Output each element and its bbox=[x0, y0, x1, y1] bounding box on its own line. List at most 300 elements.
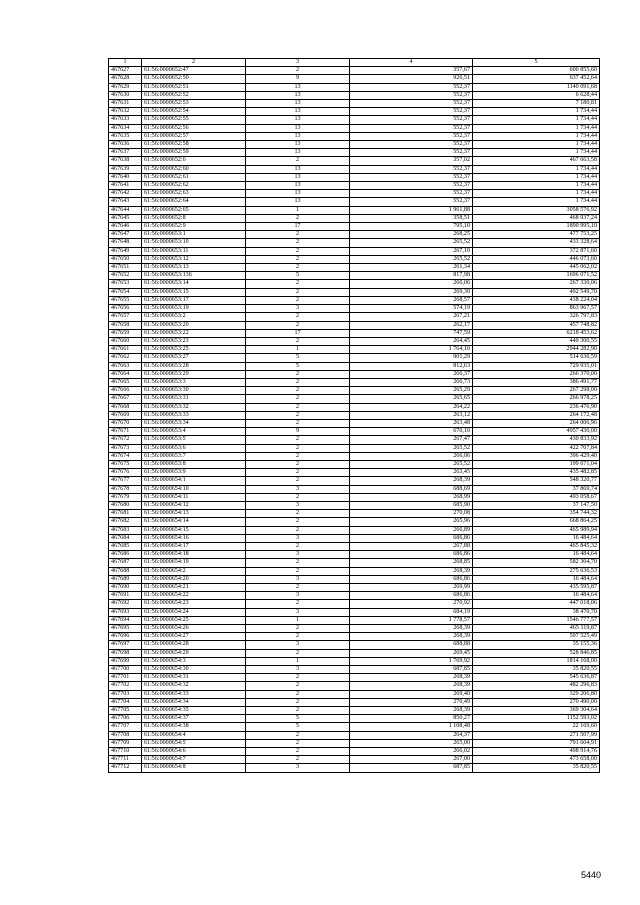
area-cell: 265,52 bbox=[350, 255, 473, 263]
group-cell: 2 bbox=[246, 633, 350, 641]
area-cell: 268,57 bbox=[350, 296, 473, 304]
cadastral-number-cell: 61:56:0000654:27 bbox=[142, 633, 246, 641]
group-cell: 1 bbox=[246, 616, 350, 624]
value-cell: 264 006,96 bbox=[473, 419, 600, 427]
cadastral-number-cell: 61:56:0000653:31 bbox=[142, 395, 246, 403]
row-index-cell: 467678 bbox=[109, 485, 142, 493]
value-cell: 1 734,44 bbox=[473, 124, 600, 132]
area-cell: 1 108,48 bbox=[350, 723, 473, 731]
area-cell: 263,45 bbox=[350, 469, 473, 477]
area-cell: 552,37 bbox=[350, 173, 473, 181]
value-cell: 2944 282,90 bbox=[473, 346, 600, 354]
area-cell: 270,49 bbox=[350, 698, 473, 706]
row-index-cell: 467628 bbox=[109, 75, 142, 83]
table-row bbox=[109, 493, 600, 501]
row-index-cell: 467639 bbox=[109, 165, 142, 173]
table-row bbox=[109, 559, 600, 567]
area-cell: 552,37 bbox=[350, 124, 473, 132]
table-row bbox=[109, 707, 600, 715]
table-row bbox=[109, 83, 600, 91]
table-row bbox=[109, 633, 600, 641]
cadastral-number-cell: 61:56:0000653:136 bbox=[142, 272, 246, 280]
area-cell: 687,85 bbox=[350, 764, 473, 772]
row-index-cell: 467650 bbox=[109, 255, 142, 263]
row-index-cell: 467706 bbox=[109, 715, 142, 723]
value-cell: 548 320,77 bbox=[473, 477, 600, 485]
row-index-cell: 467672 bbox=[109, 436, 142, 444]
column-header: 5 bbox=[473, 59, 600, 67]
group-cell: 17 bbox=[246, 329, 350, 337]
row-index-cell: 467631 bbox=[109, 100, 142, 108]
row-index-cell: 467696 bbox=[109, 633, 142, 641]
row-index-cell: 467692 bbox=[109, 600, 142, 608]
row-index-cell: 467630 bbox=[109, 91, 142, 99]
cadastral-number-cell: 61:56:0000653:5 bbox=[142, 436, 246, 444]
group-cell: 2 bbox=[246, 674, 350, 682]
table-row bbox=[109, 616, 600, 624]
group-cell: 2 bbox=[246, 239, 350, 247]
cadastral-number-cell: 61:56:0000652:60 bbox=[142, 165, 246, 173]
table-row bbox=[109, 231, 600, 239]
table-row bbox=[109, 337, 600, 345]
value-cell: 37 869,74 bbox=[473, 485, 600, 493]
table-row bbox=[109, 132, 600, 140]
table-row bbox=[109, 206, 600, 214]
area-cell: 267,47 bbox=[350, 436, 473, 444]
value-cell: 38 470,70 bbox=[473, 608, 600, 616]
cadastral-number-cell: 61:56:0000652:8 bbox=[142, 214, 246, 222]
area-cell: 266,06 bbox=[350, 452, 473, 460]
cadastral-number-cell: 61:56:0000653:20 bbox=[142, 321, 246, 329]
cadastral-number-cell: 61:56:0000652:58 bbox=[142, 141, 246, 149]
table-row bbox=[109, 403, 600, 411]
cadastral-number-cell: 61:56:0000654:11 bbox=[142, 493, 246, 501]
row-index-cell: 467704 bbox=[109, 698, 142, 706]
area-cell: 817,98 bbox=[350, 272, 473, 280]
value-cell: 492 549,70 bbox=[473, 288, 600, 296]
cadastral-number-cell: 61:56:0000654:28 bbox=[142, 641, 246, 649]
value-cell: 199 671,04 bbox=[473, 460, 600, 468]
value-cell: 1696 071,52 bbox=[473, 272, 600, 280]
group-cell: 3 bbox=[246, 551, 350, 559]
group-cell: 2 bbox=[246, 731, 350, 739]
table-row bbox=[109, 173, 600, 181]
row-index-cell: 467697 bbox=[109, 641, 142, 649]
cadastral-number-cell: 61:56:0000653:9 bbox=[142, 469, 246, 477]
value-cell: 275 636,53 bbox=[473, 567, 600, 575]
area-cell: 268,39 bbox=[350, 567, 473, 575]
area-cell: 269,45 bbox=[350, 649, 473, 657]
group-cell: 2 bbox=[246, 559, 350, 567]
cadastral-number-cell: 61:56:0000653:27 bbox=[142, 354, 246, 362]
cadastral-number-cell: 61:56:0000653:28 bbox=[142, 362, 246, 370]
row-index-cell: 467705 bbox=[109, 707, 142, 715]
row-index-cell: 467695 bbox=[109, 625, 142, 633]
cadastral-number-cell: 61:56:0000653:29 bbox=[142, 370, 246, 378]
row-index-cell: 467666 bbox=[109, 387, 142, 395]
cadastral-number-cell: 61:56:0000652:63 bbox=[142, 190, 246, 198]
area-cell: 358,51 bbox=[350, 214, 473, 222]
area-cell: 262,17 bbox=[350, 321, 473, 329]
table-row bbox=[109, 149, 600, 157]
area-cell: 265,96 bbox=[350, 518, 473, 526]
area-cell: 265,65 bbox=[350, 395, 473, 403]
value-cell: 597 525,49 bbox=[473, 633, 600, 641]
cadastral-number-cell: 61:56:0000652:53 bbox=[142, 100, 246, 108]
table-row bbox=[109, 551, 600, 559]
area-cell: 686,86 bbox=[350, 575, 473, 583]
table-row bbox=[109, 731, 600, 739]
value-cell: 473 658,00 bbox=[473, 756, 600, 764]
table-row bbox=[109, 247, 600, 255]
group-cell: 2 bbox=[246, 584, 350, 592]
value-cell: 3058 576,92 bbox=[473, 206, 600, 214]
area-cell: 266,89 bbox=[350, 526, 473, 534]
area-cell: 686,86 bbox=[350, 592, 473, 600]
area-cell: 266,73 bbox=[350, 378, 473, 386]
cadastral-number-cell: 61:56:0000654:29 bbox=[142, 649, 246, 657]
row-index-cell: 467682 bbox=[109, 518, 142, 526]
table-row bbox=[109, 370, 600, 378]
value-cell: 369 304,64 bbox=[473, 707, 600, 715]
cadastral-number-cell: 61:56:0000653:25 bbox=[142, 346, 246, 354]
value-cell: 447 018,06 bbox=[473, 600, 600, 608]
row-index-cell: 467698 bbox=[109, 649, 142, 657]
group-cell: 3 bbox=[246, 485, 350, 493]
group-cell: 2 bbox=[246, 567, 350, 575]
value-cell: 329 206,80 bbox=[473, 690, 600, 698]
area-cell: 1 778,57 bbox=[350, 616, 473, 624]
cadastral-number-cell: 61:56:0000654:13 bbox=[142, 510, 246, 518]
table-row bbox=[109, 91, 600, 99]
row-index-cell: 467687 bbox=[109, 559, 142, 567]
row-index-cell: 467629 bbox=[109, 83, 142, 91]
row-index-cell: 467640 bbox=[109, 173, 142, 181]
table-row bbox=[109, 75, 600, 83]
value-cell: 1152 593,02 bbox=[473, 715, 600, 723]
area-cell: 265,00 bbox=[350, 739, 473, 747]
table-row bbox=[109, 313, 600, 321]
group-cell: 2 bbox=[246, 698, 350, 706]
cadastral-number-cell: 61:56:0000654:26 bbox=[142, 625, 246, 633]
cadastral-number-cell: 61:56:0000654:24 bbox=[142, 608, 246, 616]
area-cell: 688,88 bbox=[350, 641, 473, 649]
cadastral-number-cell: 61:56:0000654:4 bbox=[142, 731, 246, 739]
cadastral-number-cell: 61:56:0000652:64 bbox=[142, 198, 246, 206]
row-index-cell: 467669 bbox=[109, 411, 142, 419]
group-cell: 2 bbox=[246, 419, 350, 427]
group-cell: 13 bbox=[246, 149, 350, 157]
cadastral-number-cell: 61:56:0000654:23 bbox=[142, 600, 246, 608]
group-cell: 3 bbox=[246, 575, 350, 583]
row-index-cell: 467677 bbox=[109, 477, 142, 485]
value-cell: 446 073,60 bbox=[473, 255, 600, 263]
group-cell: 2 bbox=[246, 510, 350, 518]
row-index-cell: 467711 bbox=[109, 756, 142, 764]
group-cell: 2 bbox=[246, 526, 350, 534]
table-row bbox=[109, 657, 600, 665]
cadastral-number-cell: 61:56:0000652:55 bbox=[142, 116, 246, 124]
column-header: 3 bbox=[246, 59, 350, 67]
table-row bbox=[109, 526, 600, 534]
area-cell: 268,25 bbox=[350, 231, 473, 239]
group-cell: 13 bbox=[246, 173, 350, 181]
group-cell: 9 bbox=[246, 75, 350, 83]
area-cell: 1 961,88 bbox=[350, 206, 473, 214]
value-cell: 1890 995,10 bbox=[473, 223, 600, 231]
area-cell: 263,12 bbox=[350, 411, 473, 419]
row-index-cell: 467685 bbox=[109, 542, 142, 550]
value-cell: 1 734,44 bbox=[473, 149, 600, 157]
value-cell: 6 628,44 bbox=[473, 91, 600, 99]
table-body bbox=[109, 59, 600, 773]
table-row bbox=[109, 378, 600, 386]
area-cell: 266,06 bbox=[350, 280, 473, 288]
table-row bbox=[109, 469, 600, 477]
cadastral-number-cell: 61:56:0000653:34 bbox=[142, 419, 246, 427]
value-cell: 493 058,67 bbox=[473, 493, 600, 501]
value-cell: 267 298,00 bbox=[473, 387, 600, 395]
row-index-cell: 467634 bbox=[109, 124, 142, 132]
area-cell: 266,37 bbox=[350, 370, 473, 378]
group-cell: 2 bbox=[246, 690, 350, 698]
group-cell: 3 bbox=[246, 534, 350, 542]
area-cell: 687,85 bbox=[350, 666, 473, 674]
column-header: 2 bbox=[142, 59, 246, 67]
cadastral-number-cell: 61:56:0000654:15 bbox=[142, 526, 246, 534]
cadastral-number-cell: 61:56:0000652:62 bbox=[142, 182, 246, 190]
row-index-cell: 467683 bbox=[109, 526, 142, 534]
group-cell: 1 bbox=[246, 657, 350, 665]
cadastral-number-cell: 61:56:0000653:23 bbox=[142, 337, 246, 345]
value-cell: 396 429,40 bbox=[473, 452, 600, 460]
area-cell: 268,99 bbox=[350, 493, 473, 501]
table-row bbox=[109, 346, 600, 354]
value-cell: 435 482,85 bbox=[473, 469, 600, 477]
area-cell: 357,67 bbox=[350, 67, 473, 75]
value-cell: 600 855,60 bbox=[473, 67, 600, 75]
cadastral-number-cell: 61:56:0000654:38 bbox=[142, 723, 246, 731]
cadastral-number-cell: 61:56:0000652:6 bbox=[142, 157, 246, 165]
value-cell: 445 062,02 bbox=[473, 264, 600, 272]
table-row bbox=[109, 190, 600, 198]
row-index-cell: 467633 bbox=[109, 116, 142, 124]
value-cell: 449 300,55 bbox=[473, 337, 600, 345]
value-cell: 266 370,00 bbox=[473, 370, 600, 378]
row-index-cell: 467686 bbox=[109, 551, 142, 559]
cadastral-number-cell: 61:56:0000652:54 bbox=[142, 108, 246, 116]
row-index-cell: 467642 bbox=[109, 190, 142, 198]
value-cell: 438 224,04 bbox=[473, 296, 600, 304]
row-index-cell: 467653 bbox=[109, 280, 142, 288]
table-row bbox=[109, 690, 600, 698]
row-index-cell: 467632 bbox=[109, 108, 142, 116]
group-cell: 9 bbox=[246, 428, 350, 436]
area-cell: 552,37 bbox=[350, 91, 473, 99]
group-cell: 3 bbox=[246, 641, 350, 649]
table-row bbox=[109, 288, 600, 296]
area-cell: 552,37 bbox=[350, 182, 473, 190]
row-index-cell: 467649 bbox=[109, 247, 142, 255]
area-cell: 552,37 bbox=[350, 100, 473, 108]
table-row bbox=[109, 756, 600, 764]
value-cell: 6218 453,62 bbox=[473, 329, 600, 337]
value-cell: 433 328,64 bbox=[473, 239, 600, 247]
table-row bbox=[109, 608, 600, 616]
table-row bbox=[109, 485, 600, 493]
value-cell: 372 871,60 bbox=[473, 247, 600, 255]
group-cell: 2 bbox=[246, 436, 350, 444]
row-index-cell: 467690 bbox=[109, 584, 142, 592]
value-cell: 528 846,85 bbox=[473, 649, 600, 657]
row-index-cell: 467712 bbox=[109, 764, 142, 772]
area-cell: 552,37 bbox=[350, 83, 473, 91]
area-cell: 268,39 bbox=[350, 625, 473, 633]
group-cell: 2 bbox=[246, 313, 350, 321]
area-cell: 357,02 bbox=[350, 157, 473, 165]
group-cell: 13 bbox=[246, 198, 350, 206]
area-cell: 686,86 bbox=[350, 534, 473, 542]
area-cell: 267,10 bbox=[350, 247, 473, 255]
area-cell: 268,39 bbox=[350, 633, 473, 641]
table-row bbox=[109, 600, 600, 608]
group-cell: 3 bbox=[246, 501, 350, 509]
cadastral-number-cell: 61:56:0000653:1 bbox=[142, 231, 246, 239]
value-cell: 266 978,25 bbox=[473, 395, 600, 403]
area-cell: 264,45 bbox=[350, 337, 473, 345]
group-cell: 3 bbox=[246, 592, 350, 600]
row-index-cell: 467667 bbox=[109, 395, 142, 403]
table-row bbox=[109, 698, 600, 706]
cadastral-number-cell: 61:56:0000652:51 bbox=[142, 83, 246, 91]
value-cell: 467 663,58 bbox=[473, 157, 600, 165]
row-index-cell: 467664 bbox=[109, 370, 142, 378]
value-cell: 1 734,44 bbox=[473, 173, 600, 181]
group-cell: 2 bbox=[246, 370, 350, 378]
value-cell: 264 172,48 bbox=[473, 411, 600, 419]
row-index-cell: 467689 bbox=[109, 575, 142, 583]
cadastral-number-cell: 61:56:0000654:16 bbox=[142, 534, 246, 542]
area-cell: 267,21 bbox=[350, 313, 473, 321]
cadastral-number-cell: 61:56:0000652:47 bbox=[142, 67, 246, 75]
row-index-cell: 467627 bbox=[109, 67, 142, 75]
area-cell: 269,40 bbox=[350, 690, 473, 698]
cadastral-number-cell: 61:56:0000654:7 bbox=[142, 756, 246, 764]
table-row bbox=[109, 362, 600, 370]
table-row bbox=[109, 682, 600, 690]
value-cell: 7 180,81 bbox=[473, 100, 600, 108]
group-cell: 3 bbox=[246, 666, 350, 674]
row-index-cell: 467681 bbox=[109, 510, 142, 518]
table-row bbox=[109, 592, 600, 600]
cadastral-number-cell: 61:56:0000654:2 bbox=[142, 567, 246, 575]
area-cell: 270,08 bbox=[350, 510, 473, 518]
value-cell: 514 636,59 bbox=[473, 354, 600, 362]
table-row bbox=[109, 280, 600, 288]
cadastral-number-cell: 61:56:0000653:6 bbox=[142, 444, 246, 452]
table-row bbox=[109, 419, 600, 427]
table-row bbox=[109, 296, 600, 304]
area-cell: 684,19 bbox=[350, 608, 473, 616]
value-cell: 1 734,44 bbox=[473, 165, 600, 173]
cadastral-number-cell: 61:56:0000653:13 bbox=[142, 264, 246, 272]
table-row bbox=[109, 198, 600, 206]
table-row bbox=[109, 223, 600, 231]
cadastral-number-cell: 61:56:0000654:37 bbox=[142, 715, 246, 723]
row-index-cell: 467691 bbox=[109, 592, 142, 600]
value-cell: 1 734,44 bbox=[473, 116, 600, 124]
group-cell: 13 bbox=[246, 165, 350, 173]
value-cell: 22 169,60 bbox=[473, 723, 600, 731]
cadastral-value-table bbox=[108, 58, 600, 773]
value-cell: 430 833,92 bbox=[473, 436, 600, 444]
value-cell: 326 797,83 bbox=[473, 313, 600, 321]
table-row bbox=[109, 567, 600, 575]
group-cell: 2 bbox=[246, 247, 350, 255]
table-row bbox=[109, 321, 600, 329]
table-row bbox=[109, 666, 600, 674]
table-row bbox=[109, 518, 600, 526]
cadastral-number-cell: 61:56:0000654:10 bbox=[142, 485, 246, 493]
value-cell: 1 734,44 bbox=[473, 190, 600, 198]
group-cell: 13 bbox=[246, 83, 350, 91]
cadastral-number-cell: 61:56:0000652:59 bbox=[142, 149, 246, 157]
area-cell: 270,92 bbox=[350, 600, 473, 608]
table-row bbox=[109, 165, 600, 173]
group-cell: 2 bbox=[246, 395, 350, 403]
cadastral-number-cell: 61:56:0000654:25 bbox=[142, 616, 246, 624]
group-cell: 2 bbox=[246, 493, 350, 501]
table-row bbox=[109, 575, 600, 583]
row-index-cell: 467708 bbox=[109, 731, 142, 739]
table-row bbox=[109, 157, 600, 165]
cadastral-number-cell: 61:56:0000653:17 bbox=[142, 296, 246, 304]
value-cell: 271 507,99 bbox=[473, 731, 600, 739]
table-row bbox=[109, 501, 600, 509]
table-row bbox=[109, 715, 600, 723]
group-cell: 2 bbox=[246, 378, 350, 386]
row-index-cell: 467663 bbox=[109, 362, 142, 370]
value-cell: 35 155,36 bbox=[473, 641, 600, 649]
value-cell: 4957 430,00 bbox=[473, 428, 600, 436]
table-row bbox=[109, 354, 600, 362]
row-index-cell: 467679 bbox=[109, 493, 142, 501]
area-cell: 552,37 bbox=[350, 190, 473, 198]
row-index-cell: 467700 bbox=[109, 666, 142, 674]
group-cell: 2 bbox=[246, 67, 350, 75]
table-row bbox=[109, 272, 600, 280]
value-cell: 435 595,87 bbox=[473, 584, 600, 592]
row-index-cell: 467675 bbox=[109, 460, 142, 468]
row-index-cell: 467654 bbox=[109, 288, 142, 296]
group-cell: 5 bbox=[246, 362, 350, 370]
table-row bbox=[109, 764, 600, 772]
value-cell: 1 734,44 bbox=[473, 141, 600, 149]
column-header: 4 bbox=[350, 59, 473, 67]
table-header-row bbox=[109, 59, 600, 67]
group-cell: 1 bbox=[246, 346, 350, 354]
group-cell: 2 bbox=[246, 296, 350, 304]
area-cell: 685,90 bbox=[350, 501, 473, 509]
row-index-cell: 467659 bbox=[109, 329, 142, 337]
cadastral-number-cell: 61:56:0000654:14 bbox=[142, 518, 246, 526]
cadastral-number-cell: 61:56:0000654:22 bbox=[142, 592, 246, 600]
table-row bbox=[109, 239, 600, 247]
row-index-cell: 467674 bbox=[109, 452, 142, 460]
group-cell: 2 bbox=[246, 707, 350, 715]
row-index-cell: 467643 bbox=[109, 198, 142, 206]
value-cell: 863 967,57 bbox=[473, 305, 600, 313]
